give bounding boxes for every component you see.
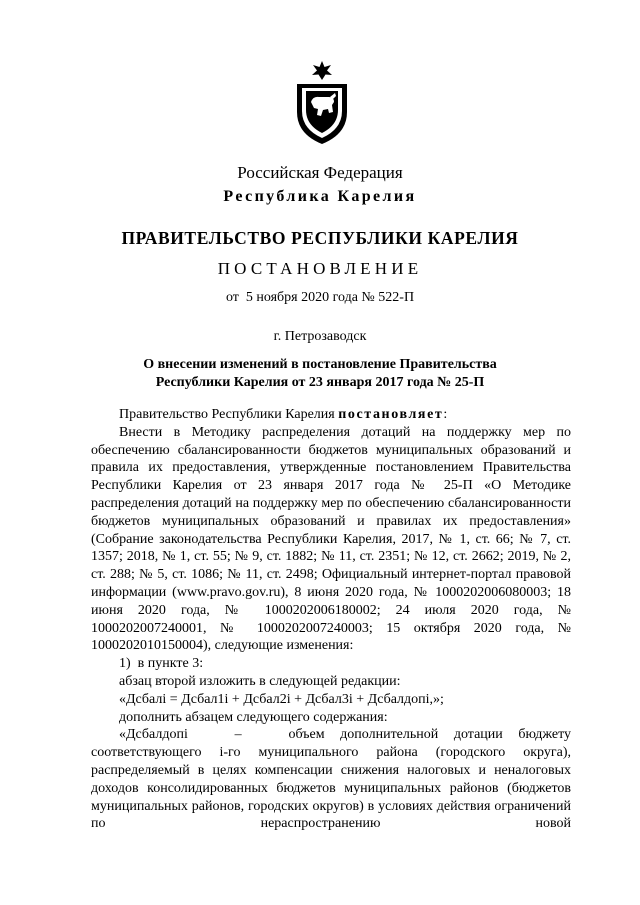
paragraph-formula: «Дсбалi = Дсбал1i + Дсбал2i + Дсбал3i + Дсбалдопi,»; [119, 691, 444, 707]
country-name: Российская Федерация [237, 163, 403, 182]
title-line-2: Республики Карелия от 23 января 2017 года № 25-П [155, 375, 485, 390]
date-and-number: от 5 ноября 2020 года № 522-П [225, 290, 415, 305]
paragraph-instruction-2: дополнить абзацем следующего содержания: [119, 709, 388, 725]
coat-of-arms-emblem [293, 60, 351, 146]
city-name: г. Петрозаводск [273, 329, 367, 344]
paragraph-instruction-1: абзац второй изложить в следующей редакции: [119, 673, 401, 689]
paragraph-main-amendment: Внести в Методику распределения дотаций на поддержку мер по обеспечению сбалансированности бюджетов муниципальных образований и правила их предоставления, утвержденные постановлением Правительства Республики Карелия от 23 января 2017 года № 25-П «О Методике распределения дотаций на поддержку мер по обеспечению сбалансированности бюджетов муниципальных образований и правилах их предоставления» (Собрание законодательства Республики Карелия, 2017, № 1, ст. 66; № 7, ст. 1357; 2018, № 1, ст. 55; № 9, ст. 1882; № 11, ст. 2351; № 12, ст. 2662; 2019, № 2, ст. 288; № 5, ст. 1086; № 11, ст. 2498; Официальный интернет-портал правовой информации (www.pravo.gov.ru), 8 июня 2020 года, № 1000202006080003; 18 июня 2020 года, № 1000202006180002; 24 июля 2020 года, № 1000202007240001, № 1000202007240003; 15 октября 2020 года, № 1000202010150004), следующие изменения: [91, 424, 571, 654]
paragraph-definition: «Дсбалдопi – объем дополнительной дотации бюджету соответствующего i-го муниципального района (городского округа), распределяемый в целях компенсации снижения налоговых и неналоговых доходов консолидированных бюджетов муниципальных районов (бюджетов муниципальных районов, городских округов) в условиях действия ограничений по нераспространению новой [91, 727, 575, 832]
paragraph-preamble [91, 406, 571, 424]
paragraph-item-1: 1) в пункте 3: [119, 656, 204, 672]
document-type: ПОСТАНОВЛЕНИЕ [217, 259, 423, 278]
preamble-tail: : [443, 407, 448, 422]
government-name: ПРАВИТЕЛЬСТВО РЕСПУБЛИКИ КАРЕЛИЯ [121, 228, 519, 248]
republic-name: Республика Карелия [223, 188, 417, 205]
document-title [0, 356, 640, 392]
preamble-verb: постановляет [338, 407, 444, 422]
document-body [91, 406, 575, 833]
title-line-1: О внесении изменений в постановление Правительства [143, 357, 497, 372]
preamble-lead: Правительство Республики Карелия [119, 407, 339, 422]
